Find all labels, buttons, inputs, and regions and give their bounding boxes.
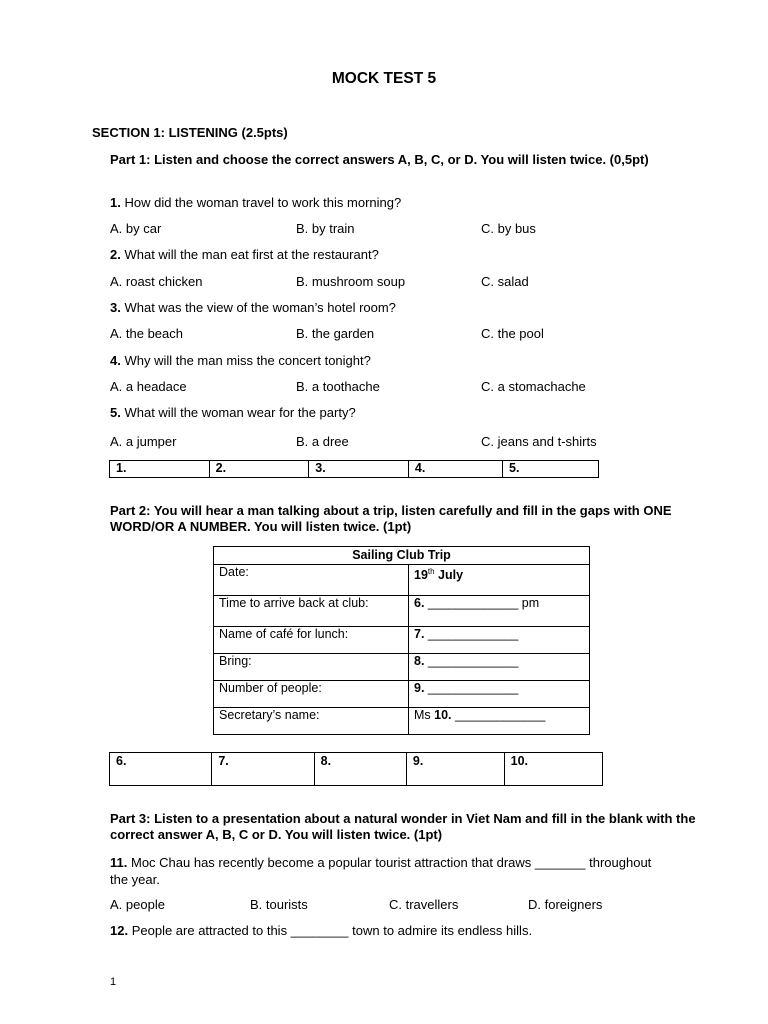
row-value xyxy=(409,708,590,735)
date-value: 19 xyxy=(414,568,428,583)
question-number: 3. xyxy=(110,300,121,315)
answer-option: B. the garden xyxy=(296,326,375,341)
row-label: Time to arrive back at club: xyxy=(214,596,409,627)
sailing-table-title: Sailing Club Trip xyxy=(214,547,590,565)
question-text: How did the woman travel to work this morning? xyxy=(124,195,402,210)
question-text: Moc Chau has recently become a popular tourist attraction that draws _______ throughout the year. xyxy=(110,855,652,887)
gap-number: 9. xyxy=(414,681,425,695)
question-text: People are attracted to this ________ town to admire its endless hills. xyxy=(131,923,533,938)
question-number: 4. xyxy=(110,353,121,368)
answer-option: C. travellers xyxy=(389,897,459,912)
blank-line: _____________ xyxy=(424,654,519,668)
sailing-table-row xyxy=(214,565,590,596)
answer-cell: 4. xyxy=(408,461,502,478)
answer-option: B. mushroom soup xyxy=(296,274,406,289)
answer-option: A. people xyxy=(110,897,165,912)
part1-answer-table xyxy=(109,460,599,478)
blank-line: _____________ xyxy=(424,627,519,641)
row-value xyxy=(409,681,590,708)
answer-cell: 10. xyxy=(504,753,602,786)
sailing-table-row xyxy=(214,708,590,735)
question-text: What will the woman wear for the party? xyxy=(124,405,356,420)
question-number: 5. xyxy=(110,405,121,420)
question-text: What was the view of the woman’s hotel room? xyxy=(124,300,396,315)
blank-line: _____________ xyxy=(424,596,519,610)
value-prefix: Ms xyxy=(414,708,435,722)
answer-cell: 6. xyxy=(110,753,212,786)
answer-option: C. the pool xyxy=(481,326,544,341)
sailing-table-row xyxy=(214,681,590,708)
answer-option: B. by train xyxy=(296,221,355,236)
row-label: Secretary’s name: xyxy=(214,708,409,735)
value-suffix: July xyxy=(434,568,464,583)
answer-option: B. tourists xyxy=(250,897,308,912)
ordinal-suffix: th xyxy=(427,567,435,576)
question-2 xyxy=(110,247,379,262)
answer-option: C. jeans and t-shirts xyxy=(481,434,597,449)
row-value xyxy=(409,627,590,654)
answer-option: C. a stomachache xyxy=(481,379,586,394)
sailing-club-table xyxy=(213,546,590,735)
answer-option: C. by bus xyxy=(481,221,536,236)
section-heading: SECTION 1: LISTENING (2.5pts) xyxy=(92,125,288,140)
answer-cell: 5. xyxy=(503,461,599,478)
question-number: 2. xyxy=(110,247,121,262)
row-label: Bring: xyxy=(214,654,409,681)
question-number: 12. xyxy=(110,923,129,938)
question-11 xyxy=(110,854,670,888)
answer-option: A. a headace xyxy=(110,379,187,394)
row-label: Number of people: xyxy=(214,681,409,708)
row-value xyxy=(409,654,590,681)
sailing-table-row xyxy=(214,654,590,681)
part1-heading: Part 1: Listen and choose the correct answers A, B, C, or D. You will listen twice. (0,5pt) xyxy=(110,152,649,167)
answer-option: B. a dree xyxy=(296,434,349,449)
gap-number: 7. xyxy=(414,627,425,641)
question-text: What will the man eat first at the restaurant? xyxy=(124,247,379,262)
question-text: Why will the man miss the concert tonight? xyxy=(124,353,371,368)
part2-heading: Part 2: You will hear a man talking about a trip, listen carefully and fill in the gaps with ONE WORD/OR A NUMBER. You will listen twice. (1pt) xyxy=(110,503,672,534)
question-4 xyxy=(110,353,371,368)
blank-line: _____________ xyxy=(424,681,519,695)
row-value xyxy=(409,565,590,596)
answer-option: A. by car xyxy=(110,221,162,236)
answer-cell: 3. xyxy=(309,461,409,478)
answer-cell: 7. xyxy=(212,753,314,786)
row-label: Date: xyxy=(214,565,409,596)
answer-option: D. foreigners xyxy=(528,897,603,912)
answer-cell: 2. xyxy=(209,461,309,478)
gap-number: 6. xyxy=(414,596,425,610)
question-number: 11. xyxy=(110,855,128,870)
question-12 xyxy=(110,923,532,938)
part3-heading: Part 3: Listen to a presentation about a natural wonder in Viet Nam and fill in the blank with the correct answer A, B, C or D. You will listen twice. (1pt) xyxy=(110,811,696,842)
answer-option: A. a jumper xyxy=(110,434,177,449)
row-label: Name of café for lunch: xyxy=(214,627,409,654)
page-title: MOCK TEST 5 xyxy=(331,70,437,87)
question-3 xyxy=(110,300,396,315)
answer-option: C. salad xyxy=(481,274,529,289)
answer-cell: 1. xyxy=(110,461,210,478)
sailing-table-row xyxy=(214,627,590,654)
sailing-table-row xyxy=(214,596,590,627)
row-value xyxy=(409,596,590,627)
answer-option: A. roast chicken xyxy=(110,274,203,289)
blank-line: _____________ xyxy=(451,708,546,722)
gap-number: 10. xyxy=(434,708,452,722)
answer-cell: 9. xyxy=(406,753,504,786)
value-suffix: pm xyxy=(518,596,540,610)
part2-answer-table xyxy=(109,752,603,786)
answer-option: B. a toothache xyxy=(296,379,380,394)
question-1 xyxy=(110,195,401,210)
question-5 xyxy=(110,405,356,420)
question-number: 1. xyxy=(110,195,121,210)
answer-option: A. the beach xyxy=(110,326,183,341)
gap-number: 8. xyxy=(414,654,425,668)
page-number: 1 xyxy=(110,976,117,988)
answer-cell: 8. xyxy=(314,753,406,786)
